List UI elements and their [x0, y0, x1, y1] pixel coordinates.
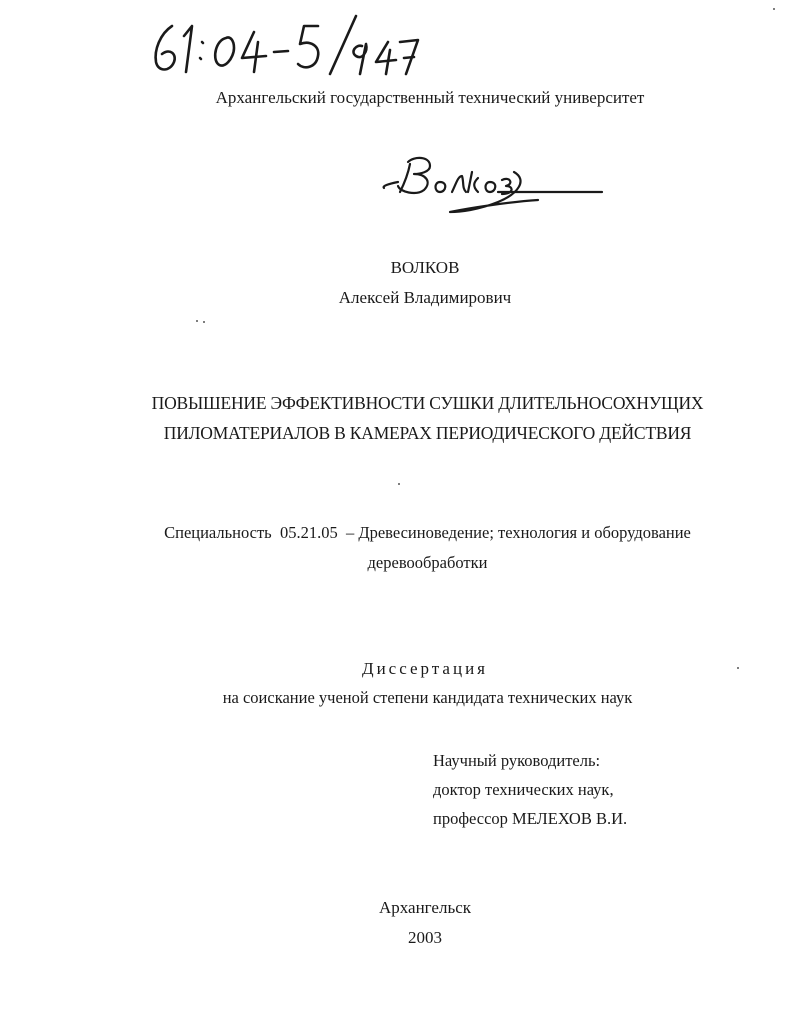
scan-speck [773, 8, 775, 10]
advisor-label: Научный руководитель: [433, 751, 601, 770]
thesis-title-line-2: ПИЛОМАТЕРИАЛОВ В КАМЕРАХ ПЕРИОДИЧЕСКОГО ДЕЙСТВИЯ [163, 423, 692, 443]
advisor-block [433, 746, 627, 833]
advisor-degree: доктор технических наук, [433, 780, 614, 799]
city: Архангельск [378, 898, 472, 917]
thesis-title-line-1: ПОВЫШЕНИЕ ЭФФЕКТИВНОСТИ СУШКИ ДЛИТЕЛЬНОСОХНУЩИХ [151, 393, 704, 413]
advisor-name: профессор МЕЛЕХОВ В.И. [433, 809, 628, 828]
scan-speck [196, 320, 198, 322]
author-signature [378, 152, 604, 222]
scan-speck [398, 483, 400, 485]
dissertation-label: Диссертация [361, 659, 488, 678]
degree-line: на соискание ученой степени кандидата технических наук [222, 688, 633, 707]
scan-speck [203, 321, 205, 323]
author-surname: ВОЛКОВ [390, 258, 460, 277]
specialty-line-2: деревообработки [367, 553, 488, 572]
university-name: Архангельский государственный технический университет [215, 88, 645, 107]
specialty-line-1: Специальность 05.21.05 – Древесиноведение; технология и оборудование [164, 523, 691, 542]
thesis-title [100, 388, 755, 448]
scan-speck [737, 667, 739, 669]
year: 2003 [408, 928, 442, 947]
author-full-name: Алексей Владимирович [338, 288, 512, 307]
specialty [120, 518, 735, 578]
archive-number-handwritten [150, 12, 420, 78]
